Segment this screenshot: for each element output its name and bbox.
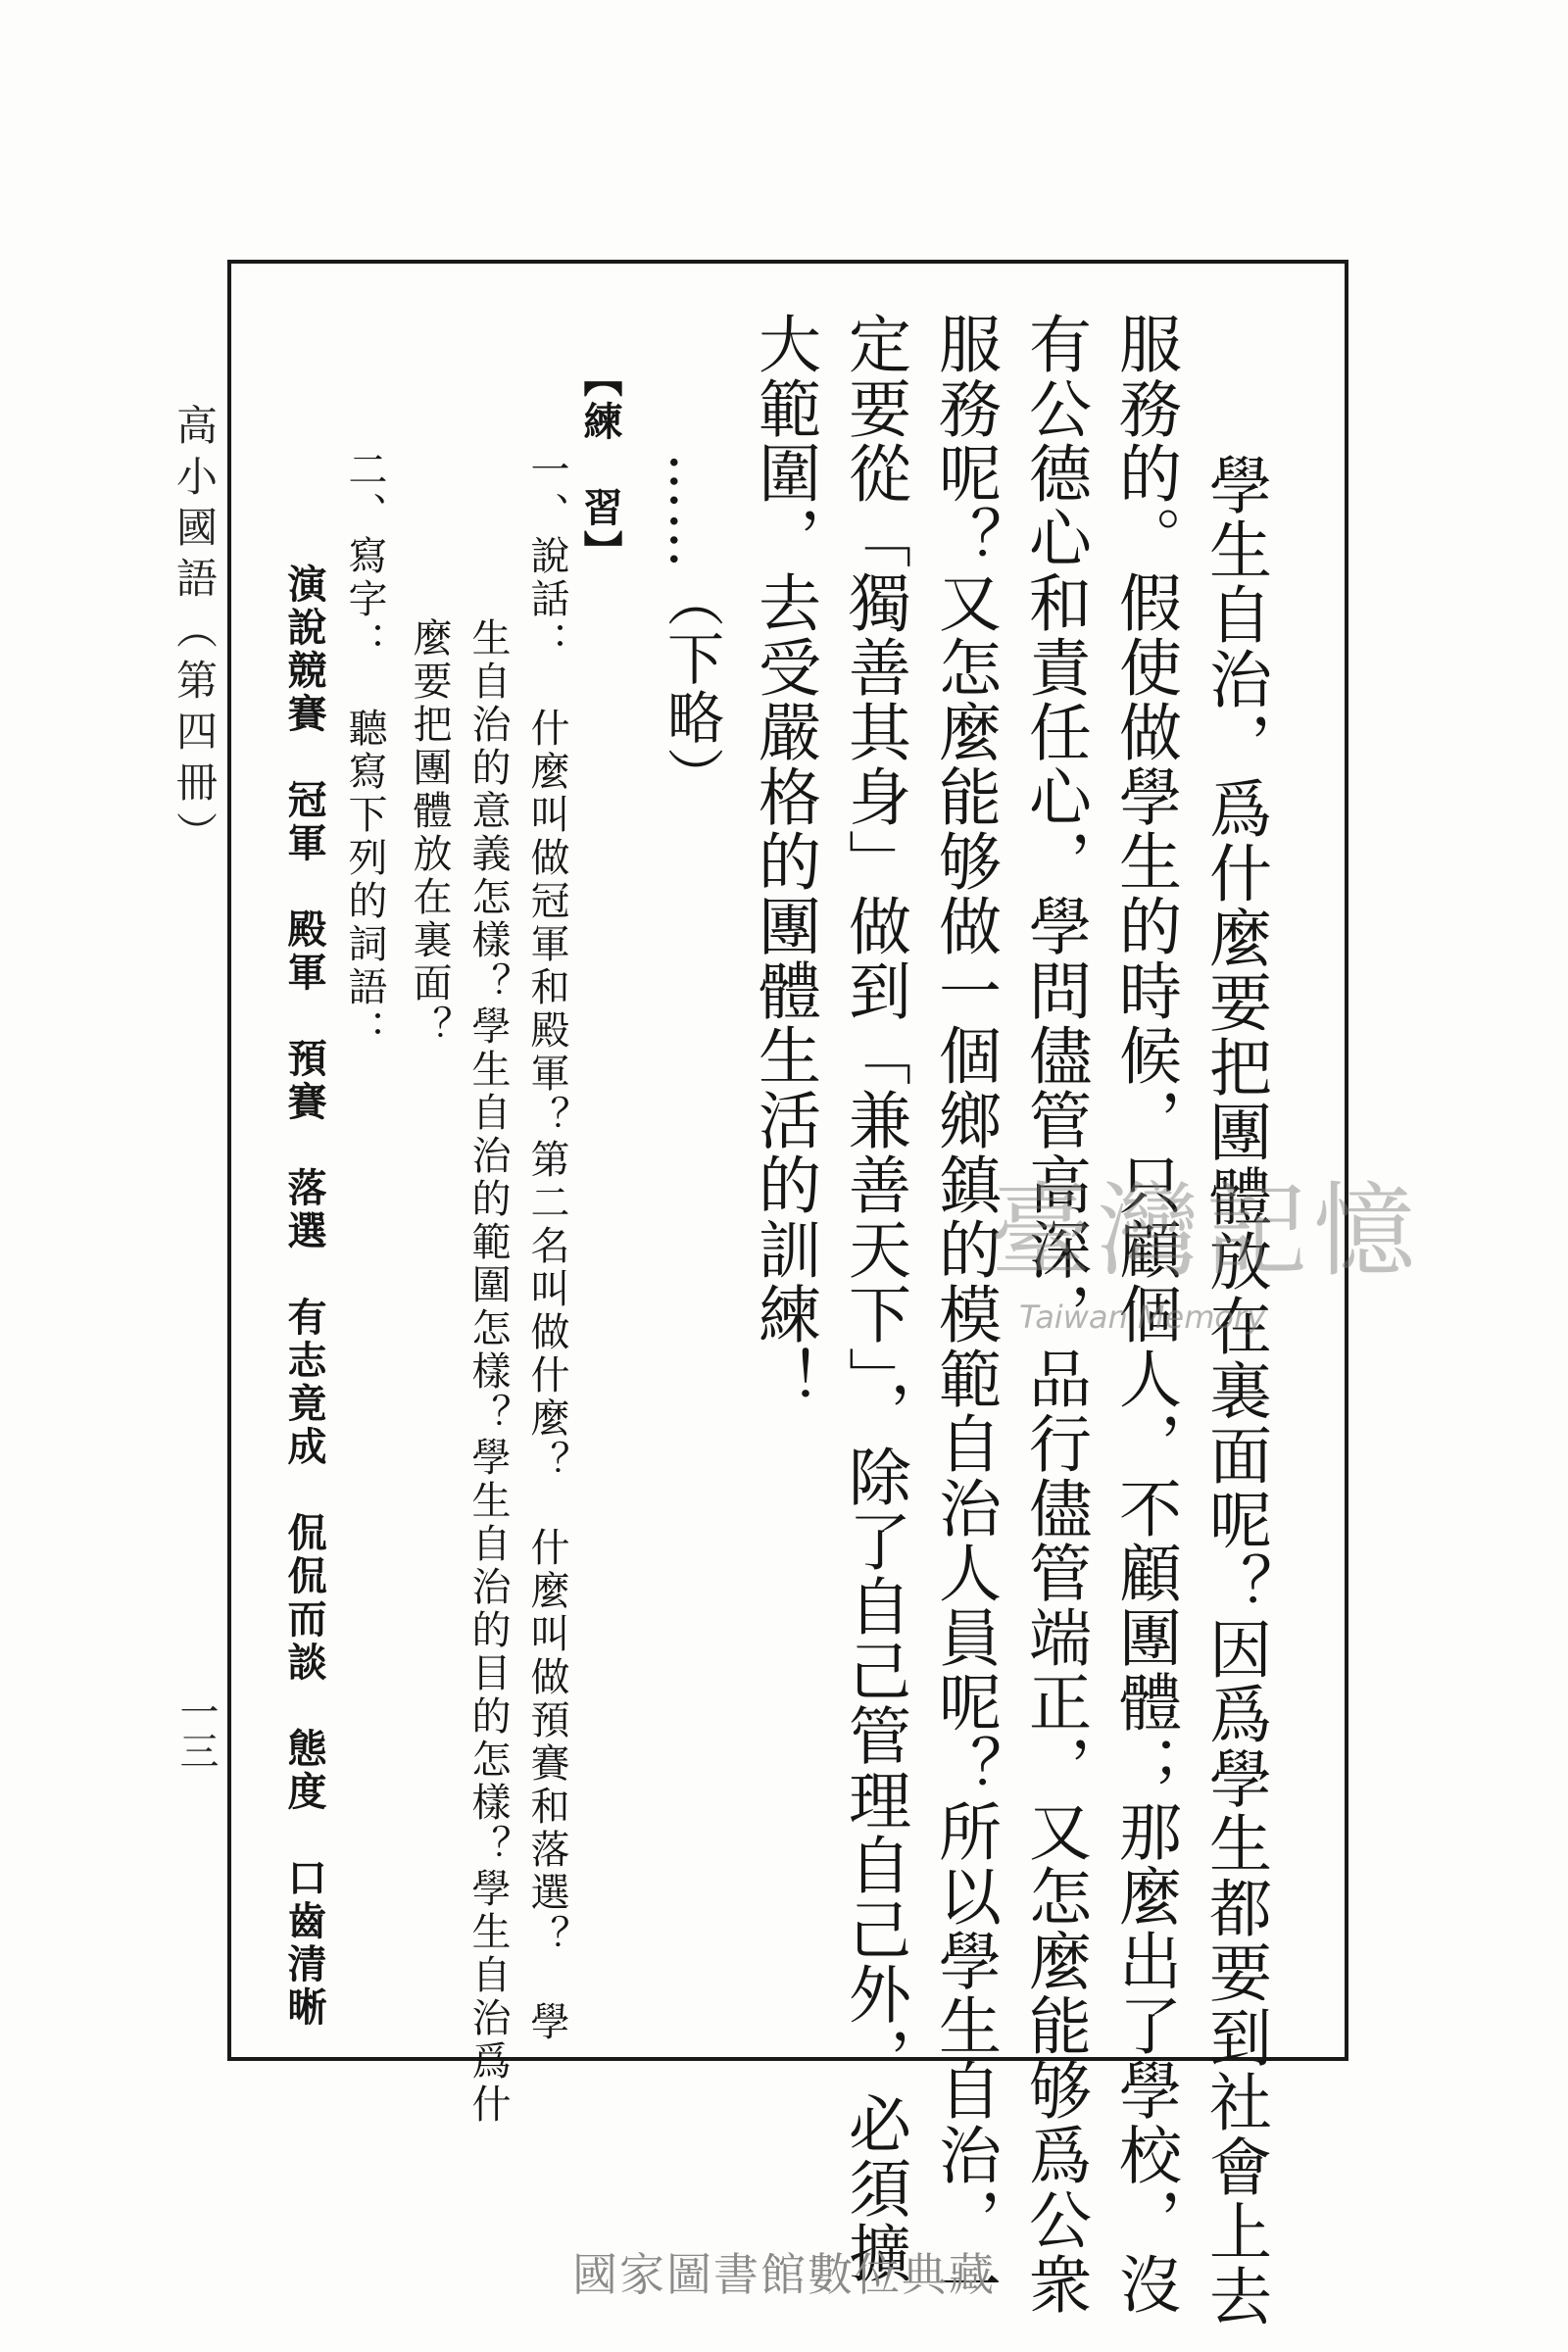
exercise-1-line-2: 生自治的意義怎樣？學生自治的範圍怎樣？學生自治的目的怎樣？學生自治爲什 <box>466 617 511 2127</box>
body-line-1: 學生自治，爲什麼要把團體放在裏面呢？因爲學生都要到社會上去 <box>1199 453 1271 2328</box>
body-line-2: 服務的。假使做學生的時候，只顧個人，不顧團體；那麼出了學校，沒 <box>1108 312 1181 2317</box>
exercise-1-line-1: 一、說話： 什麼叫做冠軍和殿軍？第二名叫做什麼？ 什麼叫做預賽和落選？ 學 <box>524 449 569 2044</box>
body-line-6: 大範圍，去受嚴格的團體生活的訓練！ <box>748 312 820 1411</box>
exercise-heading: 【練 習】 <box>577 358 623 573</box>
watermark-logo: 臺灣記憶 <box>990 1171 1422 1291</box>
body-line-3: 有公德心和責任心，學問儘管高深，品行儘管端正，又怎麼能够爲公衆 <box>1018 312 1091 2317</box>
body-line-4: 服務呢？又怎麼能够做一個鄉鎮的模範自治人員呢？所以學生自治，一 <box>928 312 1001 2317</box>
watermark-subtext: Taiwan Memory <box>1019 1298 1266 1336</box>
exercise-1-line-3: 麼要把團體放在裏面？ <box>407 617 452 1049</box>
exercise-2-label: 二、寫字： 聽寫下列的詞語： <box>342 449 387 1053</box>
exercise-2-words: 演說競賽 冠軍 殿軍 預賽 落選 有志竟成 侃侃而談 態度 口齒清晰 <box>281 564 327 2030</box>
running-header: 高小國語（第四冊） <box>171 404 219 862</box>
footer-credit: 國家圖書館數位典藏 <box>572 2248 996 2301</box>
body-line-5: 定要從「獨善其身」做到「兼善天下」，除了自己管理自己外，必須擴 <box>838 312 910 2285</box>
page-number: 一三 <box>173 1691 219 1770</box>
body-line-omitted: ……（下略） <box>658 453 724 806</box>
